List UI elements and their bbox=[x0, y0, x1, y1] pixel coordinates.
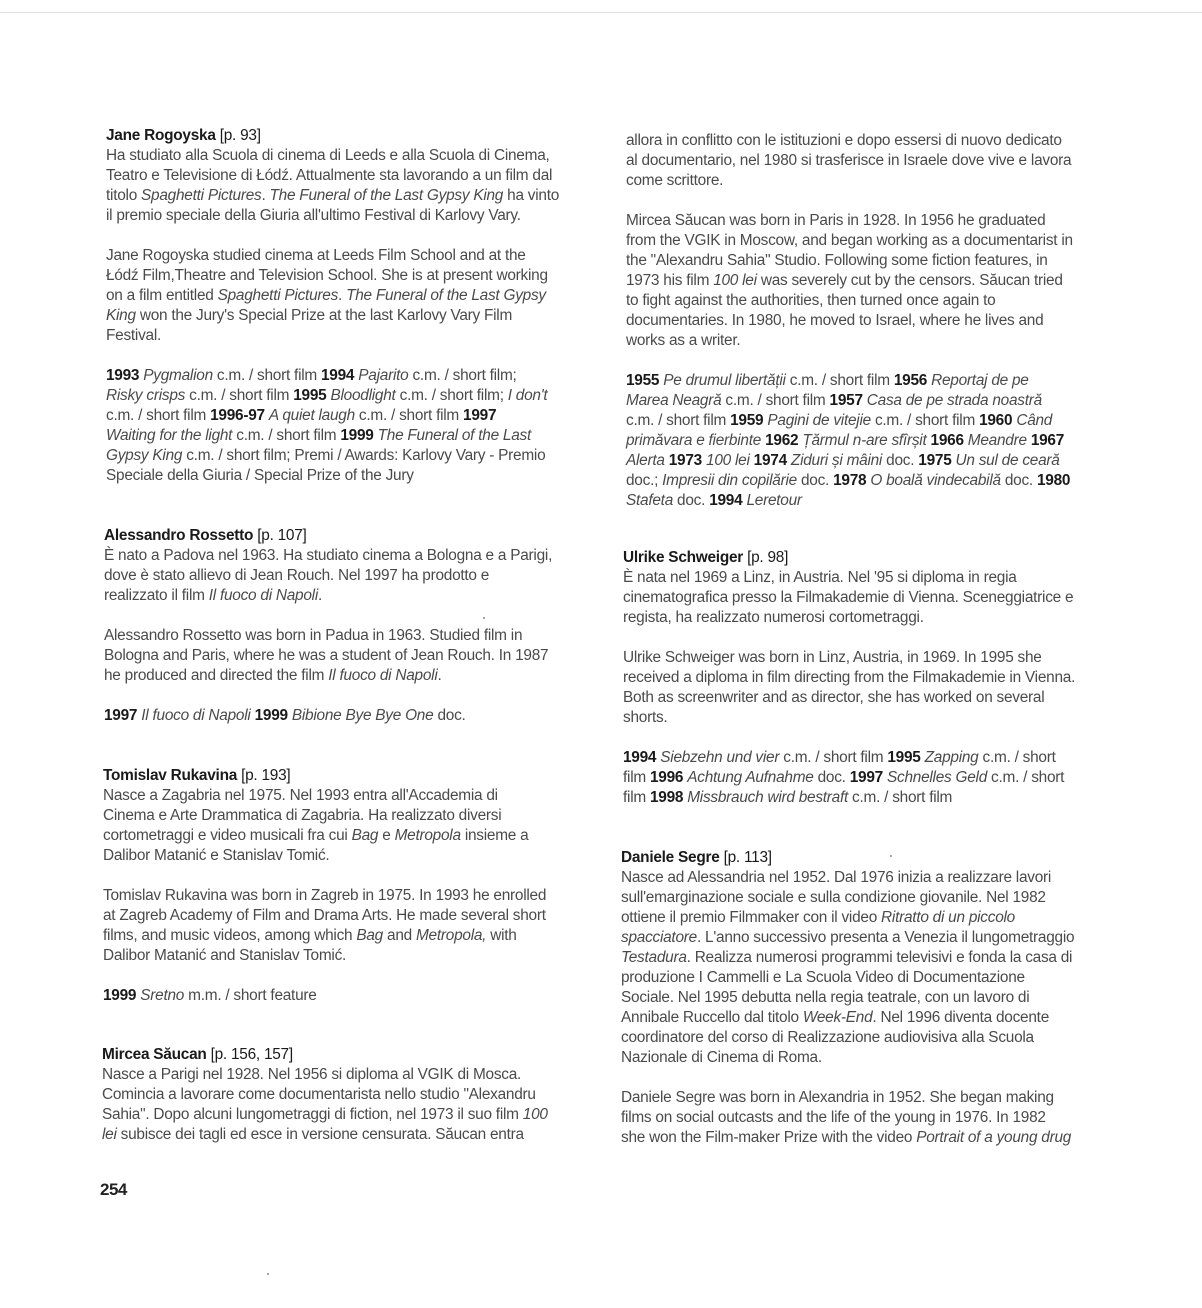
text-run: Dalibor Matanić e Stanislav Tomić. bbox=[103, 847, 330, 864]
text-run: c.m. / short film; Premi / Awards: Karlovy Vary - Premio bbox=[182, 447, 546, 464]
text-line bbox=[626, 471, 1108, 491]
text-run: shorts. bbox=[623, 709, 668, 726]
film-title: Pe drumul libertății bbox=[663, 372, 786, 389]
film-year: 1999 bbox=[340, 427, 378, 444]
film-title: 100 lei bbox=[713, 272, 757, 289]
text-run: . bbox=[338, 287, 347, 304]
italian-bio bbox=[102, 1065, 584, 1145]
text-line bbox=[626, 211, 1108, 231]
text-run: documentaries. In 1980, he moved to Israel, where he lives and bbox=[626, 312, 1044, 329]
film-year: 1956 bbox=[893, 372, 932, 389]
film-title: Ziduri și mâini bbox=[790, 452, 883, 469]
text-line bbox=[626, 171, 1108, 191]
text-run: works as a writer. bbox=[626, 332, 741, 349]
film-year: 1967 bbox=[1030, 432, 1065, 449]
film-title: Casa de pe strada noastră bbox=[866, 392, 1042, 409]
film-year: 1997 bbox=[104, 707, 142, 724]
film-title: Bag bbox=[356, 927, 383, 944]
text-run: doc. bbox=[433, 707, 466, 724]
film-year: 1962 bbox=[765, 432, 803, 449]
text-line bbox=[103, 906, 585, 926]
text-run: doc.; bbox=[626, 472, 663, 489]
text-run: . bbox=[437, 667, 442, 684]
page-reference: [p. 107] bbox=[253, 527, 307, 544]
text-line bbox=[621, 868, 1103, 888]
text-run: Bologna and Paris, where he was a student of Jean Rouch. In 1987 bbox=[104, 647, 549, 664]
text-run: films on social outcasts and the life of the young in 1976. In 1982 bbox=[621, 1109, 1046, 1126]
text-run: won the Jury's Special Prize at the last Karlovy Vary Film bbox=[135, 307, 513, 324]
english-bio bbox=[623, 648, 1105, 728]
text-line bbox=[626, 391, 1108, 411]
text-run: Festival. bbox=[106, 327, 162, 344]
text-run: Cinema e Arte Drammatica di Zagabria. Ha realizzato diversi bbox=[103, 807, 502, 824]
text-line bbox=[106, 326, 588, 346]
scan-speck bbox=[890, 855, 892, 857]
text-line bbox=[623, 708, 1105, 728]
text-line bbox=[626, 131, 1108, 151]
film-year: 1966 bbox=[930, 432, 968, 449]
text-line bbox=[106, 206, 588, 226]
text-run: c.m. / short film bbox=[185, 387, 294, 404]
italian-bio bbox=[623, 568, 1105, 628]
film-title: I don't bbox=[507, 387, 548, 404]
text-line bbox=[626, 151, 1108, 171]
text-line bbox=[106, 306, 588, 326]
film-title: Il fuoco di Napoli bbox=[328, 667, 438, 684]
text-line bbox=[621, 1128, 1103, 1148]
film-title: Alerta bbox=[626, 452, 665, 469]
text-line bbox=[621, 1088, 1103, 1108]
text-line bbox=[104, 586, 586, 606]
film-year: 1957 bbox=[829, 392, 867, 409]
film-title: Il fuoco di Napoli bbox=[208, 587, 319, 604]
text-run: Alessandro Rossetto was born in Padua in 1963. Studied film in bbox=[104, 627, 523, 644]
text-line bbox=[103, 886, 585, 906]
text-run: to fight against the authorities, then turned once again to bbox=[626, 292, 996, 309]
italian-bio-continued bbox=[626, 131, 1108, 191]
text-line bbox=[104, 646, 586, 666]
entry-alessandro-rossetto bbox=[104, 526, 586, 726]
text-run: Nasce a Parigi nel 1928. Nel 1956 si diploma al VGIK di Mosca. bbox=[102, 1066, 522, 1083]
film-title: Marea Neagră bbox=[626, 392, 722, 409]
text-run: c.m. / short film; bbox=[395, 387, 508, 404]
film-title: A quiet laugh bbox=[268, 407, 355, 424]
film-title: Stafeta bbox=[626, 492, 674, 509]
english-bio bbox=[103, 886, 585, 966]
text-run: al documentario, nel 1980 si trasferisce in Israele dove vive e lavora bbox=[626, 152, 1072, 169]
film-year: 1994 bbox=[709, 492, 747, 509]
film-year: 1994 bbox=[321, 367, 359, 384]
text-line bbox=[103, 946, 585, 966]
text-run: subisce dei tagli ed esce in versione censurata. Săucan entra bbox=[116, 1126, 524, 1143]
film-year: 1999 bbox=[254, 707, 292, 724]
text-run: . bbox=[318, 587, 323, 604]
text-run: c.m. / short film bbox=[779, 749, 888, 766]
text-run: Sahia". Dopo alcuni lungometraggi di fiction, nel 1973 il suo film bbox=[102, 1106, 523, 1123]
text-run: Both as screenwriter and as director, she has worked on several bbox=[623, 689, 1045, 706]
text-line bbox=[106, 266, 588, 286]
film-title: primăvara e fierbinte bbox=[626, 432, 762, 449]
text-line bbox=[621, 908, 1103, 928]
text-run: the "Alexandru Sahia" Studio. Following some fiction features, in bbox=[626, 252, 1048, 269]
text-line bbox=[626, 231, 1108, 251]
text-run: . Realizza numerosi programmi televisivi e fonda la casa di bbox=[686, 949, 1073, 966]
text-run: from the VGIK in Moscow, and began working as a documentarist in bbox=[626, 232, 1073, 249]
text-run: Sociale. Nel 1995 debutta nella regia teatrale, con un lavoro di bbox=[621, 989, 1030, 1006]
text-run: on a film entitled bbox=[106, 287, 218, 304]
text-run: . bbox=[261, 187, 270, 204]
film-title: Când bbox=[1016, 412, 1053, 429]
film-title: 100 bbox=[522, 1106, 548, 1123]
text-line bbox=[621, 968, 1103, 988]
text-run: film bbox=[623, 789, 650, 806]
film-year: 1995 bbox=[887, 749, 925, 766]
film-year: 1993 bbox=[106, 367, 144, 384]
text-line bbox=[104, 626, 586, 646]
film-title: Reportaj de pe bbox=[931, 372, 1029, 389]
text-run: he produced and directed the film bbox=[104, 667, 329, 684]
film-title: Siebzehn und vier bbox=[660, 749, 780, 766]
text-line bbox=[106, 366, 588, 386]
film-title: The Funeral of the Last Gypsy bbox=[346, 287, 546, 304]
text-run: Nasce a Zagabria nel 1975. Nel 1993 entra all'Accademia di bbox=[103, 787, 498, 804]
text-line bbox=[626, 411, 1108, 431]
text-line bbox=[626, 331, 1108, 351]
page-number: 254 bbox=[100, 1180, 127, 1199]
text-run: c.m. / short film bbox=[721, 392, 830, 409]
text-run: doc. bbox=[813, 769, 850, 786]
entry-name: Ulrike Schweiger bbox=[623, 549, 744, 566]
text-line bbox=[623, 688, 1105, 708]
text-line bbox=[103, 986, 585, 1006]
text-run: c.m. / short bbox=[987, 769, 1065, 786]
text-line bbox=[626, 371, 1108, 391]
text-line bbox=[621, 928, 1103, 948]
text-run: allora in conflitto con le istituzioni e dopo essersi di nuovo dedicato bbox=[626, 132, 1062, 149]
film-title: Testadura bbox=[621, 949, 687, 966]
entry-ulrike-schweiger bbox=[623, 548, 1105, 808]
film-year: 1997 bbox=[849, 769, 887, 786]
text-run: m.m. / short feature bbox=[184, 987, 317, 1004]
film-title: Schnelles Geld bbox=[887, 769, 988, 786]
entry-heading bbox=[623, 548, 1105, 568]
film-year: 1999 bbox=[103, 987, 141, 1004]
text-line bbox=[626, 491, 1108, 511]
film-title: Portrait of a young drug bbox=[916, 1129, 1072, 1146]
filmography bbox=[103, 986, 585, 1006]
text-run: titolo bbox=[106, 187, 142, 204]
text-run: È nato a Padova nel 1963. Ha studiato cinema a Bologna e a Parigi, bbox=[104, 547, 553, 564]
text-run: È nata nel 1969 a Linz, in Austria. Nel '95 si diploma in regia bbox=[623, 569, 1017, 586]
text-run: at Zagreb Academy of Film and Drama Arts. He made several short bbox=[103, 907, 546, 924]
text-run: Ulrike Schweiger was born in Linz, Austria, in 1969. In 1995 she bbox=[623, 649, 1042, 666]
entry-tomislav-rukavina bbox=[103, 766, 585, 1006]
text-line bbox=[103, 826, 585, 846]
english-bio bbox=[621, 1088, 1103, 1148]
text-line bbox=[106, 446, 588, 466]
entry-heading bbox=[102, 1045, 584, 1065]
text-run: Nazionale di Cinema di Roma. bbox=[621, 1049, 822, 1066]
text-line bbox=[103, 926, 585, 946]
text-line bbox=[621, 888, 1103, 908]
film-title: Sretno bbox=[140, 987, 185, 1004]
italian-bio bbox=[106, 146, 588, 226]
text-run: . L'anno successivo presenta a Venezia il lungometraggio bbox=[696, 929, 1075, 946]
text-run: c.m. / short bbox=[978, 749, 1056, 766]
text-line bbox=[106, 246, 588, 266]
text-line bbox=[106, 466, 588, 486]
page-top-rule bbox=[0, 12, 1202, 13]
text-run: sull'emarginazione sociale e sulla condizione giovanile. Nel 1982 bbox=[621, 889, 1046, 906]
text-line bbox=[621, 1108, 1103, 1128]
entry-name: Alessandro Rossetto bbox=[104, 527, 254, 544]
text-run: films, and music videos, among which bbox=[103, 927, 357, 944]
text-line bbox=[626, 251, 1108, 271]
film-title: Meandre bbox=[967, 432, 1027, 449]
text-run: c.m. / short film bbox=[848, 789, 953, 806]
text-run: Dalibor Matanić and Stanislav Tomić. bbox=[103, 947, 347, 964]
text-run: produzione I Cammelli e La Scuola Video di Documentazione bbox=[621, 969, 1025, 986]
text-line bbox=[626, 271, 1108, 291]
text-run: coordinatore del corso di Realizzazione audiovisiva alla Scuola bbox=[621, 1029, 1034, 1046]
text-run: ha vinto bbox=[503, 187, 560, 204]
text-line bbox=[623, 588, 1105, 608]
film-title: Il fuoco di Napoli bbox=[141, 707, 251, 724]
text-run: with bbox=[486, 927, 517, 944]
film-title: Ritratto di un piccolo bbox=[881, 909, 1015, 926]
text-line bbox=[106, 186, 588, 206]
text-line bbox=[623, 648, 1105, 668]
film-year: 1996 bbox=[649, 769, 688, 786]
entry-name: Mircea Săucan bbox=[102, 1046, 207, 1063]
text-line bbox=[626, 431, 1108, 451]
film-year: 1975 bbox=[918, 452, 956, 469]
text-line bbox=[102, 1125, 584, 1145]
film-year: 1978 bbox=[833, 472, 871, 489]
text-run: Łódź Film,Theatre and Television School. She is at present working bbox=[106, 267, 548, 284]
text-run: received a diploma in film directing from the Filmakademie in Vienna. bbox=[623, 669, 1076, 686]
film-year: 1994 bbox=[623, 749, 661, 766]
page-reference: [p. 193] bbox=[237, 767, 291, 784]
film-year: 1960 bbox=[979, 412, 1017, 429]
scan-speck bbox=[483, 617, 485, 619]
film-title: Achtung Aufnahme bbox=[687, 769, 814, 786]
page-reference: [p. 156, 157] bbox=[206, 1046, 293, 1063]
text-run: Ha studiato alla Scuola di cinema di Leeds e alla Scuola di Cinema, bbox=[106, 147, 550, 164]
text-run: Teatro e Televisione di Łódź. Attualmente sta lavorando a un film dal bbox=[106, 167, 553, 184]
film-year: 1998 bbox=[649, 789, 688, 806]
text-line bbox=[106, 166, 588, 186]
text-line bbox=[106, 406, 588, 426]
filmography bbox=[106, 366, 588, 486]
text-line bbox=[621, 1008, 1103, 1028]
english-bio bbox=[104, 626, 586, 686]
text-run: Mircea Săucan was born in Paris in 1928. In 1956 he graduated bbox=[626, 212, 1046, 229]
text-line bbox=[104, 566, 586, 586]
text-line bbox=[621, 988, 1103, 1008]
text-run: c.m. / short film bbox=[354, 407, 464, 424]
film-title: 100 lei bbox=[706, 452, 750, 469]
english-bio bbox=[106, 246, 588, 346]
text-run: Nasce ad Alessandria nel 1952. Dal 1976 inizia a realizzare lavori bbox=[621, 869, 1052, 886]
text-line bbox=[102, 1065, 584, 1085]
text-line bbox=[623, 748, 1105, 768]
text-run: regista, ha realizzato numerosi cortometraggi. bbox=[623, 609, 924, 626]
text-line bbox=[623, 788, 1105, 808]
text-line bbox=[104, 666, 586, 686]
film-title: Pygmalion bbox=[143, 367, 213, 384]
film-title: O boală vindecabilă bbox=[870, 472, 1001, 489]
film-title: Zapping bbox=[924, 749, 979, 766]
text-line bbox=[621, 1048, 1103, 1068]
text-run: realizzato il film bbox=[104, 587, 209, 604]
film-title: Țărmul n-are sfîrșit bbox=[802, 432, 927, 449]
text-run: Jane Rogoyska studied cinema at Leeds Film School and at the bbox=[106, 247, 526, 264]
entry-name: Daniele Segre bbox=[621, 849, 720, 866]
text-line bbox=[103, 846, 585, 866]
text-line bbox=[106, 386, 588, 406]
text-line bbox=[106, 426, 588, 446]
entry-name: Tomislav Rukavina bbox=[103, 767, 238, 784]
text-run: doc. bbox=[1000, 472, 1037, 489]
entry-name: Jane Rogoyska bbox=[106, 127, 216, 144]
film-title: Spaghetti Pictures bbox=[141, 187, 262, 204]
text-run: c.m. / short film bbox=[785, 372, 894, 389]
entry-heading bbox=[106, 126, 588, 146]
text-run: 1973 his film bbox=[626, 272, 714, 289]
text-line bbox=[106, 146, 588, 166]
film-title: Pagini de vitejie bbox=[767, 412, 871, 429]
text-run: doc. bbox=[796, 472, 834, 489]
film-title: Bibione Bye Bye One bbox=[291, 707, 434, 724]
text-run: doc. bbox=[673, 492, 710, 509]
text-run: she won the Film-maker Prize with the video bbox=[621, 1129, 917, 1146]
text-line bbox=[104, 546, 586, 566]
entry-mircea-saucan-continued bbox=[626, 131, 1108, 511]
text-line bbox=[106, 286, 588, 306]
entry-heading bbox=[104, 526, 586, 546]
text-run: c.m. / short film bbox=[106, 407, 211, 424]
film-title: The Funeral of the Last Gypsy King bbox=[269, 187, 504, 204]
text-line bbox=[623, 608, 1105, 628]
entry-heading bbox=[621, 848, 1103, 868]
text-run: Annibale Ruccello dal titolo bbox=[621, 1009, 803, 1026]
film-title: The Funeral of the Last bbox=[377, 427, 531, 444]
text-run: cinematografica presso la Filmakademie di Vienna. Sceneggiatrice e bbox=[623, 589, 1074, 606]
page-reference: [p. 113] bbox=[719, 849, 772, 866]
text-line bbox=[621, 1028, 1103, 1048]
text-run: dove è stato allievo di Jean Rouch. Nel 1997 ha prodotto e bbox=[104, 567, 490, 584]
film-title: Spaghetti Pictures bbox=[217, 287, 339, 304]
text-run: ottiene il premio Filmmaker con il video bbox=[621, 909, 882, 926]
entry-daniele-segre bbox=[621, 848, 1103, 1148]
film-title: Waiting for the light bbox=[106, 427, 233, 444]
text-line bbox=[103, 786, 585, 806]
text-run: c.m. / short film; bbox=[408, 367, 517, 384]
text-line bbox=[623, 668, 1105, 688]
film-title: Risky crisps bbox=[106, 387, 186, 404]
text-run: Speciale della Giuria / Special Prize of the Jury bbox=[106, 467, 414, 484]
text-line bbox=[623, 568, 1105, 588]
film-title: lei bbox=[102, 1126, 117, 1143]
text-run: cortometraggi e video musicali fra cui bbox=[103, 827, 352, 844]
film-year: 1996-97 bbox=[210, 407, 269, 424]
film-title: spacciatore bbox=[621, 929, 697, 946]
page-reference: [p. 98] bbox=[743, 549, 789, 566]
text-line bbox=[103, 806, 585, 826]
film-year: 1997 bbox=[463, 407, 497, 424]
film-title: Un sul de ceară bbox=[955, 452, 1060, 469]
text-line bbox=[104, 706, 586, 726]
filmography bbox=[626, 371, 1108, 511]
text-run: come scrittore. bbox=[626, 172, 724, 189]
film-title: Missbrauch wird bestraft bbox=[687, 789, 849, 806]
text-run: Comincia a lavorare come documentarista nello studio "Alexandru bbox=[102, 1086, 536, 1103]
english-bio bbox=[626, 211, 1108, 351]
italian-bio bbox=[621, 868, 1103, 1068]
film-title: Metropola bbox=[394, 827, 461, 844]
text-run: Tomislav Rukavina was born in Zagreb in 1975. In 1993 he enrolled bbox=[103, 887, 547, 904]
film-year: 1959 bbox=[730, 412, 768, 429]
text-line bbox=[626, 451, 1108, 471]
text-run: insieme a bbox=[460, 827, 529, 844]
page-reference: [p. 93] bbox=[215, 127, 261, 144]
italian-bio bbox=[103, 786, 585, 866]
text-run: and bbox=[383, 927, 416, 944]
film-title: Pajarito bbox=[358, 367, 409, 384]
film-year: 1973 bbox=[668, 452, 707, 469]
filmography bbox=[104, 706, 586, 726]
text-run: doc. bbox=[882, 452, 919, 469]
text-run: c.m. / short film bbox=[232, 427, 341, 444]
text-run: il premio speciale della Giuria all'ultimo Festival di Karlovy Vary. bbox=[106, 207, 521, 224]
text-run: was severely cut by the censors. Săucan tried bbox=[756, 272, 1063, 289]
film-title: Metropola, bbox=[415, 927, 487, 944]
text-line bbox=[626, 291, 1108, 311]
text-run: c.m. / short film bbox=[870, 412, 980, 429]
text-run: e bbox=[378, 827, 395, 844]
text-line bbox=[102, 1105, 584, 1125]
text-run: c.m. / short film bbox=[626, 412, 731, 429]
italian-bio bbox=[104, 546, 586, 606]
film-year: 1974 bbox=[753, 452, 791, 469]
film-title: Bag bbox=[351, 827, 379, 844]
entry-jane-rogoyska bbox=[106, 126, 588, 486]
text-run: film bbox=[623, 769, 650, 786]
film-title: Gypsy King bbox=[106, 447, 183, 464]
film-title: Week-End bbox=[802, 1009, 873, 1026]
text-run: c.m. / short film bbox=[212, 367, 321, 384]
text-run: Daniele Segre was born in Alexandria in 1952. She began making bbox=[621, 1089, 1054, 1106]
film-title: Bloodlight bbox=[330, 387, 396, 404]
film-year: 1955 bbox=[626, 372, 664, 389]
text-run: . Nel 1996 diventa docente bbox=[872, 1009, 1050, 1026]
film-title: Impresii din copilărie bbox=[662, 472, 797, 489]
entry-heading bbox=[103, 766, 585, 786]
entry-mircea-saucan bbox=[102, 1045, 584, 1145]
text-line bbox=[626, 311, 1108, 331]
text-line bbox=[621, 948, 1103, 968]
film-year: 1995 bbox=[293, 387, 331, 404]
scan-speck bbox=[267, 1273, 269, 1275]
film-title: Leretour bbox=[746, 492, 802, 509]
film-year: 1980 bbox=[1036, 472, 1071, 489]
filmography bbox=[623, 748, 1105, 808]
film-title: King bbox=[106, 307, 136, 324]
text-line bbox=[623, 768, 1105, 788]
text-line bbox=[102, 1085, 584, 1105]
